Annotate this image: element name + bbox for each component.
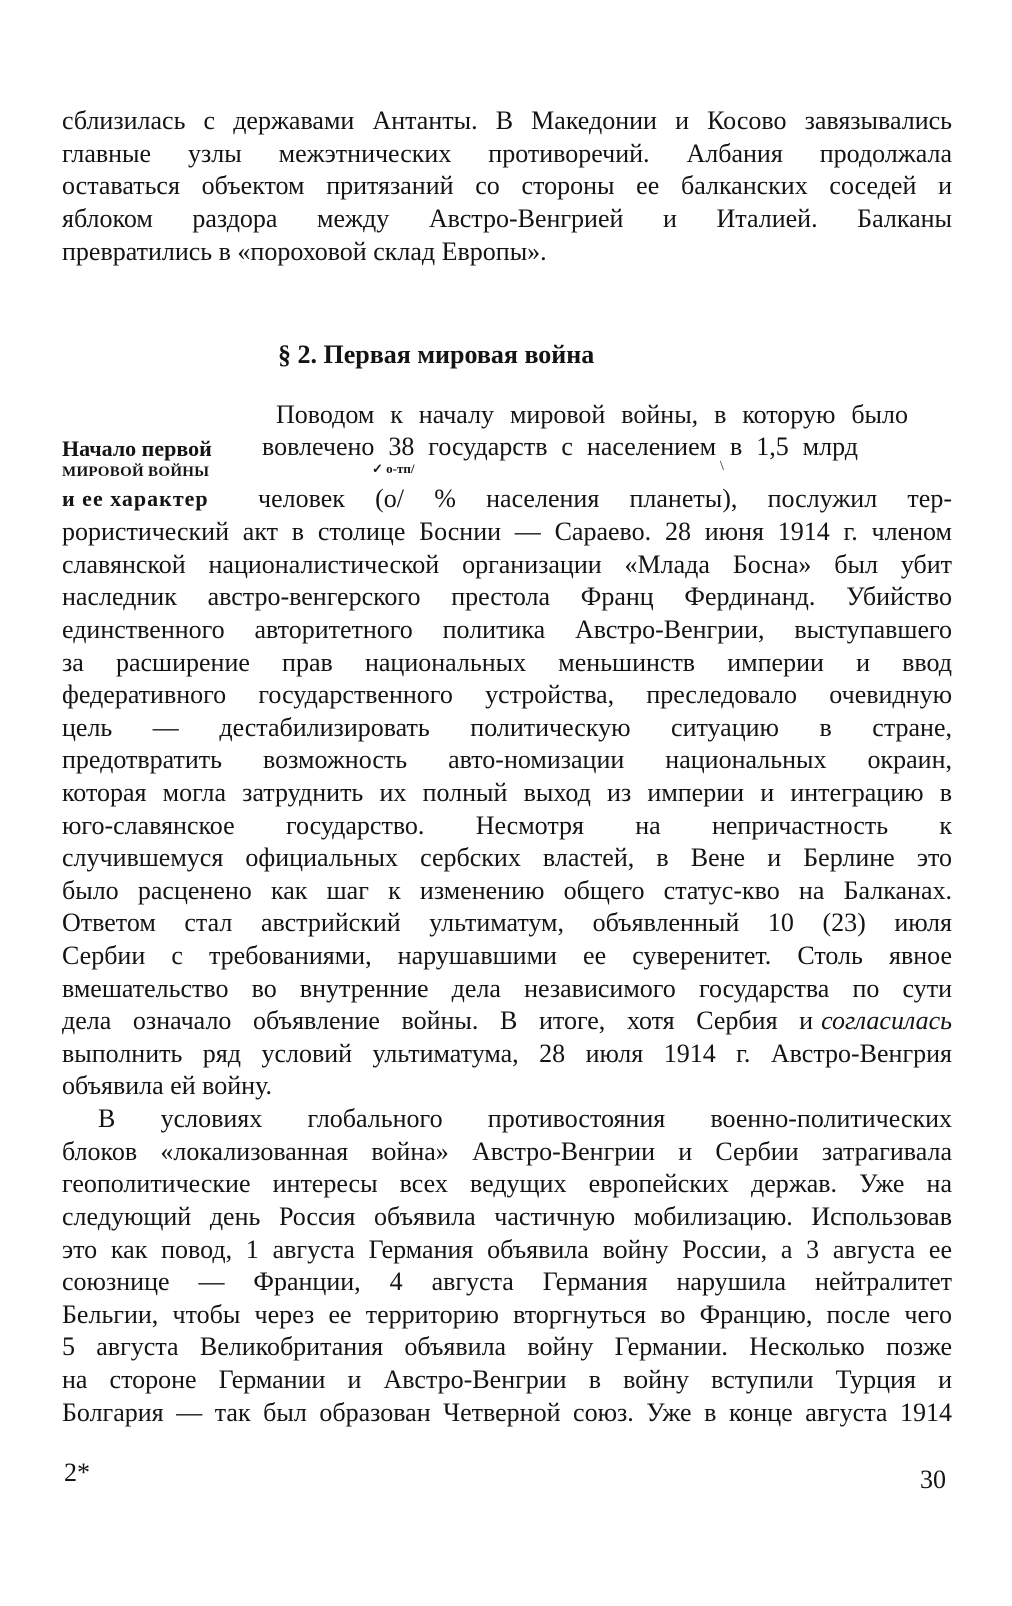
paragraph2-line: на стороне Германии и Австро-Венгрии в войну вступили Турция и [62,1365,952,1394]
paragraph1-line-italic [62,1004,952,1037]
margin-note-line-3: и ее характер [62,486,209,511]
intro-line-2: главные узлы межэтнических противоречий. Албания продолжала [62,139,952,168]
paragraph1-line: славянской националистической организации «Млада Босна» был убит [62,550,952,579]
paragraph1-line-1: Поводом к началу мировой войны, в которую было [276,400,908,429]
paragraph1-line: юго-славянское государство. Несмотря на непричастность к [62,811,952,840]
paragraph1-line: наследник австро-венгерского престола Франц Фердинанд. Убийство [62,582,952,611]
paragraph1-line-3 [62,482,952,515]
scan-artifact-a: ✓ o-тп/ [372,461,415,476]
paragraph1-line: случившемуся официальных сербских властей, в Вене и Берлине это [62,843,952,872]
paragraph1-line: рористический акт в столице Боснии — Сараево. 28 июня 1914 г. членом [62,517,952,546]
paragraph1-line: единственного авторитетного политика Австро-Венгрии, выступавшего [62,615,952,644]
signature-mark: 2* [64,1458,90,1487]
paragraph1-line: Сербии с требованиями, нарушавшими ее суверенитет. Столь явное [62,941,952,970]
section-heading: § 2. Первая мировая война [278,340,595,369]
paragraph2-line: геополитические интересы всех ведущих европейских держав. Уже на [62,1169,952,1198]
paragraph2-line: союзнице — Франции, 4 августа Германия нарушила нейтралитет [62,1267,952,1296]
paragraph2-line: 5 августа Великобритания объявила войну Германии. Несколько позже [62,1332,952,1361]
paragraph2-line: это как повод, 1 августа Германия объявила войну России, а 3 августа ее [62,1235,952,1264]
intro-line-1: сблизилась с державами Антанты. В Македонии и Косово завязывались [62,106,952,135]
intro-line-4: яблоком раздора между Австро-Венгрией и Италией. Балканы [62,204,952,233]
paragraph1-line-3-text: человек (o/ % населения планеты), послужил тер- [258,484,952,513]
scan-artifact-b: \ [720,459,724,474]
paragraph1-line: цель — дестабилизировать политическую ситуацию в стране, [62,713,952,742]
page-number: 30 [920,1465,946,1494]
paragraph2-line: следующий день Россия объявила частичную мобилизацию. Использовав [62,1202,952,1231]
emphasized-word: согласилась [821,1006,952,1035]
intro-line-3: оставаться объектом притязаний со стороны ее балканских соседей и [62,171,952,200]
paragraph1-line: предотвратить возможность авто-номизации национальных окраин, [62,745,952,774]
paragraph1-line-last: объявила ей войну. [62,1071,272,1100]
paragraph1-line-text: дела означало объявление войны. В итоге, хотя Сербия и [62,1006,814,1035]
intro-line-5: превратились в «пороховой склад Европы». [62,237,547,266]
paragraph2-line: Бельгии, чтобы через ее территорию вторгнуться во Францию, после чего [62,1300,952,1329]
paragraph1-line: которая могла затруднить их полный выход из империи и интеграцию в [62,778,952,807]
paragraph2-line: Болгария — так был образован Четверной союз. Уже в конце августа 1914 [62,1398,952,1427]
paragraph1-line: было расценено как шаг к изменению общего статус-кво на Балканах. [62,876,952,905]
paragraph1-line: Ответом стал австрийский ультиматум, объявленный 10 (23) июля [62,908,952,937]
paragraph2-line: блоков «локализованная война» Австро-Венгрии и Сербии затрагивала [62,1137,952,1166]
paragraph1-line: федеративного государственного устройства, преследовало очевидную [62,680,952,709]
paragraph1-line-2: вовлечено 38 государств с населением в 1,5 млрд [262,432,858,461]
paragraph2-line: В условиях глобального противостояния военно-политических [98,1104,952,1133]
margin-note-line-1: Начало первой [62,436,212,461]
paragraph1-line: вмешательство во внутренние дела независимого государства по сути [62,974,952,1003]
margin-note-line-2: МИРОВОЙ ВОЙНЫ [62,464,210,480]
paragraph1-line: выполнить ряд условий ультиматума, 28 июля 1914 г. Австро-Венгрия [62,1039,952,1068]
paragraph1-line: за расширение прав национальных меньшинств империи и ввод [62,648,952,677]
